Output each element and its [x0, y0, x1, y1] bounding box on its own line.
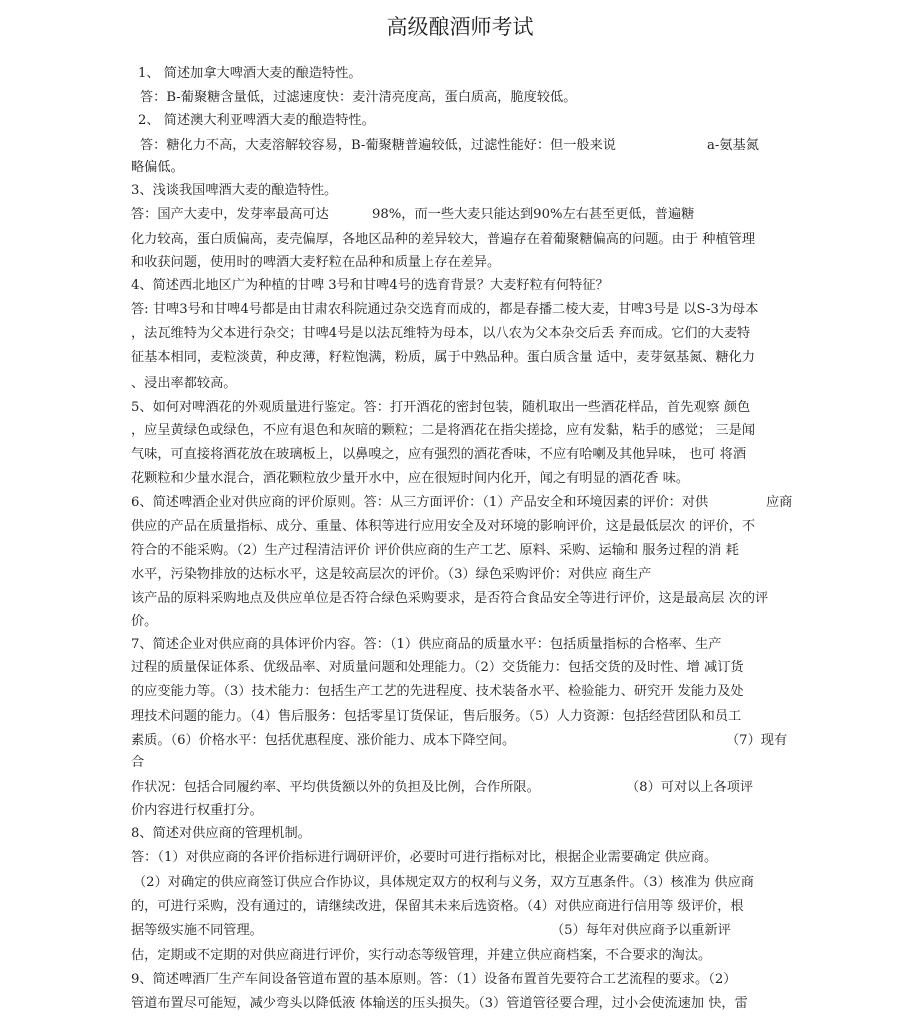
text-line: （5）每年对供应商予以重新评: [551, 923, 731, 938]
text-line: （8）可对以上各项评: [626, 780, 754, 795]
text-line: 应商: [766, 495, 793, 510]
text-line: 气味，可直接将酒花放在玻璃板上，以鼻嗅之，应有强烈的酒花香味，不应有哈喇及其他异味， 也可 将酒: [131, 447, 747, 462]
text-line: ，法瓦维特为父本进行杂交；甘啤4号是以法瓦维特为母本，以八农为父本杂交后丢 弃而成。它们的大麦特: [131, 326, 751, 341]
text-line: 花颗粒和少量水混合，酒花颗粒放少量开水中，应在很短时间内化开，闻之有明显的酒花香 味。: [131, 471, 690, 486]
text-line: 98%，而一些大麦只能达到90%左右甚至更低，普遍糖: [372, 207, 695, 222]
text-line: 供应的产品在质量指标、成分、重量、体积等进行应用安全及对环境的影响评价，这是最低层次 的评价，不: [131, 519, 756, 534]
text-line: 7、简述企业对供应商的具体评价内容。答：（1）供应商品的质量水平：包括质量指标的合格率、生产: [131, 637, 722, 652]
text-line: （2）对确定的供应商签订供应合作协议，具体规定双方的权利与义务，双方互惠条件。（3）核准为 供应商: [133, 875, 754, 890]
text-line: 2、 简述澳大利亚啤酒大麦的酿造特性。: [138, 113, 375, 128]
text-line: 答：B-葡聚糖含量低，过滤速度快：麦汁清亮度高，蛋白质高，脆度较低。: [140, 90, 577, 105]
text-line: 价。: [131, 614, 158, 629]
page-title: 高级酿酒师考试: [386, 15, 534, 39]
text-line: 该产品的原料采购地点及供应单位是否符合绿色采购要求，是否符合食品安全等进行评价，这是最高层 次的评: [131, 591, 769, 606]
text-line: 9、简述啤酒厂生产车间设备管道布置的基本原则。答：（1）设备布置首先要符合工艺流程的要求。（2）: [131, 972, 737, 987]
text-line: 、浸出率都较高。: [131, 376, 237, 391]
text-line: 理技术问题的能力。（4）售后服务：包括零星订货保证，售后服务。（5）人力资源：包括经营团队和员工: [131, 709, 742, 724]
text-line: 5、如何对啤酒花的外观质量进行鉴定。答：打开酒花的密封包装，随机取出一些酒花样品，首先观察 颜色: [131, 400, 751, 415]
text-line: 水平，污染物排放的达标水平，这是较高层次的评价。（3）绿色采购评价：对供应 商生产: [131, 567, 652, 582]
text-line: 管道布置尽可能短，减少弯头以降低液 体输送的压头损失。（3）管道管径要合理，过小会使流速加 快，雷: [131, 996, 748, 1011]
text-line: 1、 简述加拿大啤酒大麦的酿造特性。: [138, 66, 362, 81]
text-line: （7）现有: [726, 733, 788, 748]
text-line: 8、简述对供应商的管理机制。: [131, 826, 311, 841]
text-line: 合: [131, 755, 145, 770]
text-line: 估，定期或不定期的对供应商进行评价，实行动态等级管理，并建立供应商档案，不合要求的淘汰。: [131, 948, 712, 963]
text-line: 6、简述啤酒企业对供应商的评价原则。答：从三方面评价：（1）产品安全和环境因素的评价：对供: [131, 495, 709, 510]
text-line: 略偏低。: [131, 160, 184, 175]
text-line: ，应呈黄绿色或绿色，不应有退色和灰暗的颗粒；二是将酒花在指尖搓捻，应有发黏，粘手的感觉； 三是闻: [131, 423, 756, 438]
text-line: 据等级实施不同管理。: [131, 923, 263, 938]
text-line: 4、简述西北地区广为种植的甘啤 3号和甘啤4号的选育背景？大麦籽粒有何特征？: [131, 278, 609, 293]
text-line: 符合的不能采购。（2）生产过程清洁评价 评价供应商的生产工艺、原料、采购、运输和 服务过程的消 耗: [131, 543, 739, 558]
text-line: 作状况：包括合同履约率、平均供货额以外的负担及比例，合作所限。: [131, 780, 540, 795]
text-line: 素质。（6）价格水平：包括优惠程度、涨价能力、成本下降空间。: [131, 733, 516, 748]
text-line: 3、浅谈我国啤酒大麦的酿造特性。: [131, 183, 338, 198]
text-line: 过程的质量保证体系、优级品率、对质量问题和处理能力。（2）交货能力：包括交货的及时性、增 减订货: [131, 660, 744, 675]
text-line: 和收获问题，使用时的啤酒大麦籽粒在品种和质量上存在差异。: [131, 255, 501, 270]
text-line: 化力较高，蛋白质偏高，麦壳偏厚，各地区品种的差异较大，普遍存在着葡聚糖偏高的问题。由于 种植管理: [131, 232, 756, 247]
text-line: 征基本相同，麦粒淡黄，种皮薄，籽粒饱满，粉质，属于中熟品种。蛋白质含量 适中，麦芽氨基氮、糖化力: [131, 350, 756, 365]
text-line: a-氨基氮: [707, 138, 759, 153]
text-line: 答：国产大麦中，发芽率最高可达: [131, 207, 329, 222]
text-line: 答: 甘啤3号和甘啤4号都是由甘肃农科院通过杂交选育而成的，都是春播二棱大麦，甘啤3号是 以S-3为母本: [131, 302, 759, 317]
text-line: 的，可进行采购，没有通过的，请继续改进，保留其未来后选资格。（4）对供应商进行信用等 级评价，根: [131, 899, 744, 914]
text-line: 的应变能力等。（3）技术能力：包括生产工艺的先进程度、技术装备水平、检验能力、研究开 发能力及处: [131, 684, 744, 699]
text-line: 价内容进行权重打分。: [131, 803, 263, 818]
text-line: 答：糖化力不高，大麦溶解较容易，B-葡聚糖普遍较低，过滤性能好：但一般来说: [140, 138, 616, 153]
text-line: 答：（1）对供应商的各评价指标进行调研评价，必要时可进行指标对比，根据企业需要确定 供应商。: [131, 850, 718, 865]
